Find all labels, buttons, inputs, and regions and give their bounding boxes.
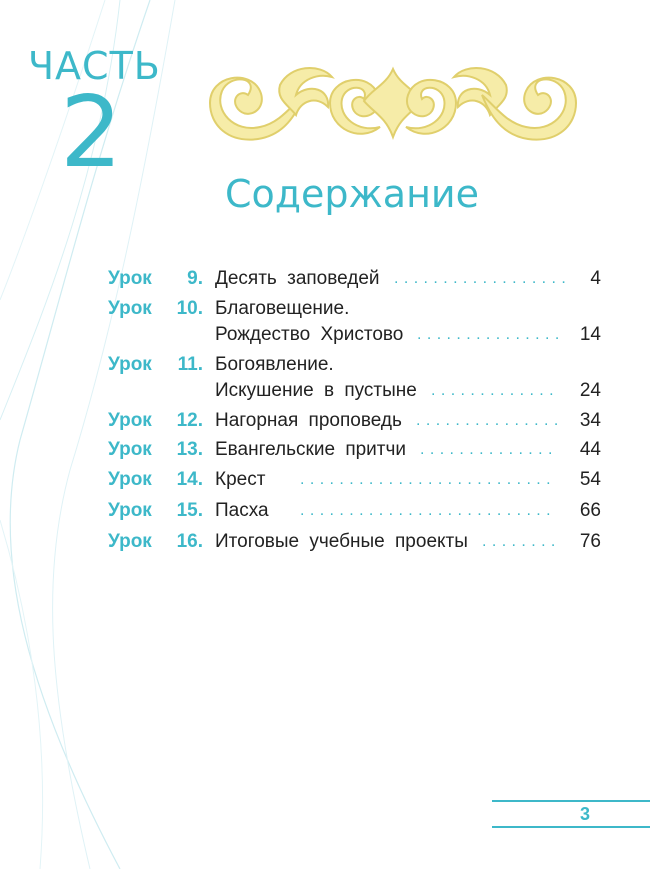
lesson-number: 15. [176,500,203,521]
lesson-title [215,498,269,524]
lesson-page: 54 [579,469,601,490]
lesson-title-line: Благовещение. [215,298,350,319]
lesson-title-line: Десять заповедей [215,268,380,289]
lesson-page: 44 [579,439,601,460]
lesson-label: Урок [108,298,152,319]
toc-entry[interactable] [0,352,650,404]
lesson-number: 11. [177,354,203,375]
lesson-title [215,352,417,404]
lesson-page: 66 [579,500,601,521]
lesson-page: 4 [590,268,601,289]
toc-entry[interactable] [0,529,650,555]
lesson-title [215,296,403,348]
leader-dots: ............... [417,326,565,343]
lesson-page: 76 [579,531,601,552]
toc-entry[interactable] [0,266,650,292]
lesson-title-line: Итоговые учебные проекты [215,531,468,552]
lesson-title [215,529,468,555]
lesson-label: Урок [108,439,152,460]
lesson-page: 14 [579,324,601,345]
lesson-page: 24 [579,380,601,401]
lesson-title [215,408,402,434]
toc-entry[interactable] [0,498,650,524]
leader-dots: ............... [416,412,564,429]
lesson-page: 34 [579,410,601,431]
part-label: ЧАСТЬ [28,44,161,88]
leader-dots: .......................... [300,471,556,488]
lesson-label: Урок [108,469,152,490]
ornament-icon [200,55,586,151]
page-title: Содержание [225,172,479,216]
lesson-label: Урок [108,500,152,521]
lesson-title-line: Искушение в пустыне [215,380,417,401]
toc-entry[interactable] [0,408,650,434]
lesson-number: 10. [176,298,203,319]
leader-dots: .......................... [300,502,556,519]
lesson-title [215,467,265,493]
lesson-number: 13. [176,439,203,460]
lesson-title-line: Рождество Христово [215,324,404,345]
lesson-label: Урок [108,268,152,289]
lesson-number: 9. [187,268,203,289]
leader-dots: ............. [431,382,559,399]
toc-entry[interactable] [0,467,650,493]
lesson-number: 12. [176,410,203,431]
toc-entry[interactable] [0,296,650,348]
lesson-title-line: Пасха [215,500,269,521]
leader-dots: ........ [482,533,561,550]
lesson-label: Урок [108,531,152,552]
lesson-title [215,266,380,292]
page-number: 3 [580,804,591,824]
lesson-title [215,437,406,463]
toc-entry[interactable] [0,437,650,463]
lesson-label: Урок [108,410,152,431]
lesson-number: 16. [176,531,203,552]
footer-line-top [492,800,650,802]
part-number: 2 [60,76,123,190]
leader-dots: .................. [394,270,572,287]
lesson-title-line: Богоявление. [215,354,334,375]
lesson-number: 14. [176,469,203,490]
lesson-label: Урок [108,354,152,375]
leader-dots: .............. [420,441,558,458]
lesson-title-line: Евангельские притчи [215,439,407,460]
footer-line-bottom [492,826,650,828]
lesson-title-line: Крест [215,469,266,490]
lesson-title-line: Нагорная проповедь [215,410,402,431]
